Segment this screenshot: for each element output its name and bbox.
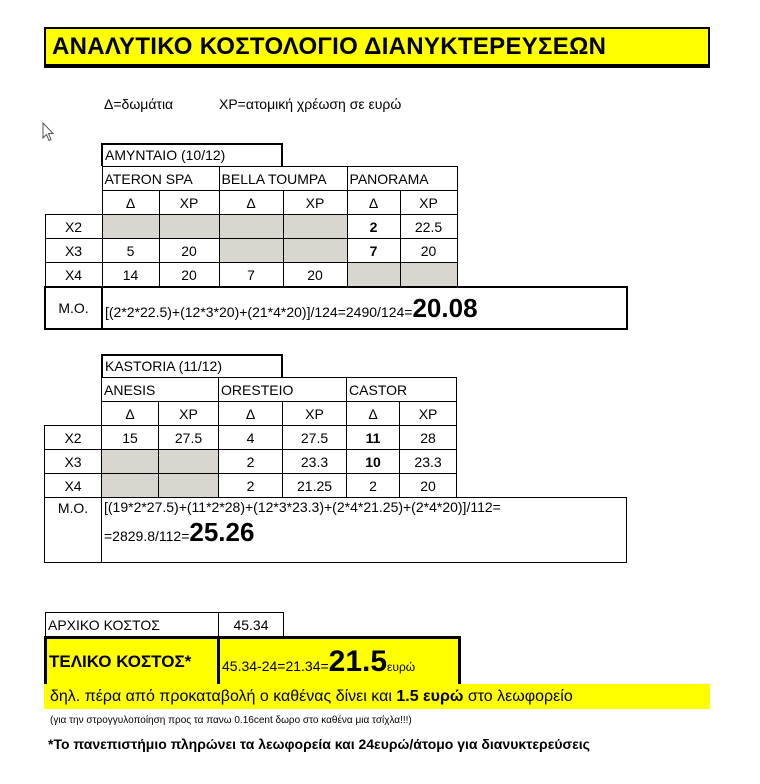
table-cell: 5 (102, 239, 159, 263)
table-cell (102, 474, 159, 498)
table-cell: 22.5 (400, 215, 457, 239)
col-rooms: Δ (347, 191, 400, 215)
col-rooms: Δ (102, 191, 159, 215)
final-cost-value: 21.5 (328, 645, 388, 678)
formula-text-line1: [(19*2*27.5)+(11*2*28)+(12*3*23.3)+(2*4*21.25)+(2*4*20)]/112= (104, 499, 501, 515)
section2-table (44, 377, 627, 563)
initial-cost-label: ΑΡΧΙΚΟ ΚΟΣΤΟΣ (46, 613, 219, 638)
table-cell: 11 (347, 426, 400, 450)
col-charge: ΧΡ (400, 191, 457, 215)
final-cost-formula: 45.34-24=21.34= (222, 658, 329, 674)
table-row (45, 239, 627, 263)
rounding-note: (για την στρογγυλοποίηση προς τα πανω 0.16cent δωρο στο καθένα μια τσίχλα!!!) (50, 715, 412, 726)
col-rooms: Δ (219, 191, 283, 215)
col-rooms: Δ (347, 402, 400, 426)
mean-label: Μ.Ο. (45, 287, 102, 329)
notice-amount: 1.5 ευρώ (396, 688, 464, 705)
col-charge: ΧΡ (159, 402, 219, 426)
table-cell: 4 (219, 426, 283, 450)
table-row (45, 450, 627, 474)
col-charge: ΧΡ (283, 191, 347, 215)
table-cell: 21.25 (283, 474, 347, 498)
table-cell: 20 (159, 239, 219, 263)
table-cell (347, 263, 400, 288)
hotel-name: ATERON SPA (102, 167, 219, 191)
formula-text-line2: =2829.8/112= (104, 528, 190, 544)
row-label: Χ4 (45, 263, 102, 288)
hotel-name: PANORAMA (347, 167, 457, 191)
row-label: Χ2 (45, 426, 102, 450)
table-cell: 15 (102, 426, 159, 450)
row-label: Χ3 (45, 239, 102, 263)
footer-note: *Το πανεπιστήμιο πληρώνει τα λεωφορεία και 24ευρώ/άτομο για διανυκτερεύσεις (48, 736, 590, 752)
table-cell: 2 (219, 474, 283, 498)
formula-text: [(2*2*22.5)+(12*3*20)+(21*4*20)]/124=2490/124= (105, 303, 413, 320)
col-charge: ΧΡ (283, 402, 347, 426)
table-cell: 10 (347, 450, 400, 474)
table-cell: 7 (219, 263, 283, 288)
mouse-pointer-icon (42, 122, 56, 142)
table-row (45, 426, 627, 450)
table-cell: 27.5 (159, 426, 219, 450)
table-cell: 20 (400, 474, 457, 498)
mean-row (45, 498, 627, 563)
legend-rooms: Δ=δωμάτια (104, 96, 174, 112)
table-cell (283, 239, 347, 263)
col-charge: ΧΡ (159, 191, 219, 215)
table-cell: 7 (347, 239, 400, 263)
hotel-name: CASTOR (347, 378, 457, 402)
table-cell (102, 450, 159, 474)
table-row (45, 215, 627, 239)
table-cell: 2 (219, 450, 283, 474)
mean-result: 25.26 (189, 517, 255, 547)
table-cell (400, 263, 457, 288)
col-rooms: Δ (219, 402, 283, 426)
row-label: Χ3 (45, 450, 102, 474)
table-cell: 20 (400, 239, 457, 263)
notice-suffix: στο λεωφορείο (463, 688, 573, 705)
row-label: Χ4 (45, 474, 102, 498)
table-cell: 2 (347, 474, 400, 498)
table-cell: 23.3 (283, 450, 347, 474)
table-cell: 23.3 (400, 450, 457, 474)
bus-notice (44, 684, 710, 709)
hotel-name: ANESIS (102, 378, 219, 402)
cost-table (44, 612, 461, 688)
mean-formula (102, 498, 627, 563)
table-cell (219, 215, 283, 239)
page-title: ΑΝΑΛΥΤΙΚΟ ΚΟΣΤΟΛΟΓΙΟ ΔΙΑΝΥΚΤΕΡΕΥΣΕΩΝ (44, 27, 710, 68)
section1-header: ΑΜΥΝΤΑΙΟ (10/12) (101, 143, 283, 166)
mean-formula (102, 287, 627, 329)
table-cell (283, 215, 347, 239)
mean-label: Μ.Ο. (45, 498, 102, 563)
table-cell (159, 474, 219, 498)
mean-result: 20.08 (412, 292, 478, 323)
notice-prefix: δηλ. πέρα από προκαταβολή ο καθένας δίνει και (50, 688, 397, 705)
hotel-name: ORESTEIO (219, 378, 347, 402)
legend-charge: ΧΡ=ατομική χρέωση σε ευρώ (219, 96, 402, 112)
final-cost-label: ΤΕΛΙΚΟ ΚΟΣΤΟΣ* (46, 638, 219, 687)
table-cell (219, 239, 283, 263)
section1-table (44, 166, 628, 330)
section2-header: KASTORIA (11/12) (101, 354, 283, 377)
table-cell: 28 (400, 426, 457, 450)
mean-row (45, 287, 627, 329)
table-row (45, 474, 627, 498)
table-cell: 20 (159, 263, 219, 288)
col-rooms: Δ (102, 402, 159, 426)
hotel-name: BELLA TOUMPA (219, 167, 347, 191)
initial-cost-value: 45.34 (219, 613, 284, 638)
final-cost-cell (219, 638, 460, 687)
final-cost-unit: ευρώ (387, 660, 416, 674)
table-cell: 2 (347, 215, 400, 239)
table-cell (102, 215, 159, 239)
table-cell: 20 (283, 263, 347, 288)
table-row (45, 263, 627, 288)
row-label: Χ2 (45, 215, 102, 239)
table-cell: 27.5 (283, 426, 347, 450)
table-cell (159, 215, 219, 239)
col-charge: ΧΡ (400, 402, 457, 426)
table-cell (159, 450, 219, 474)
table-cell: 14 (102, 263, 159, 288)
